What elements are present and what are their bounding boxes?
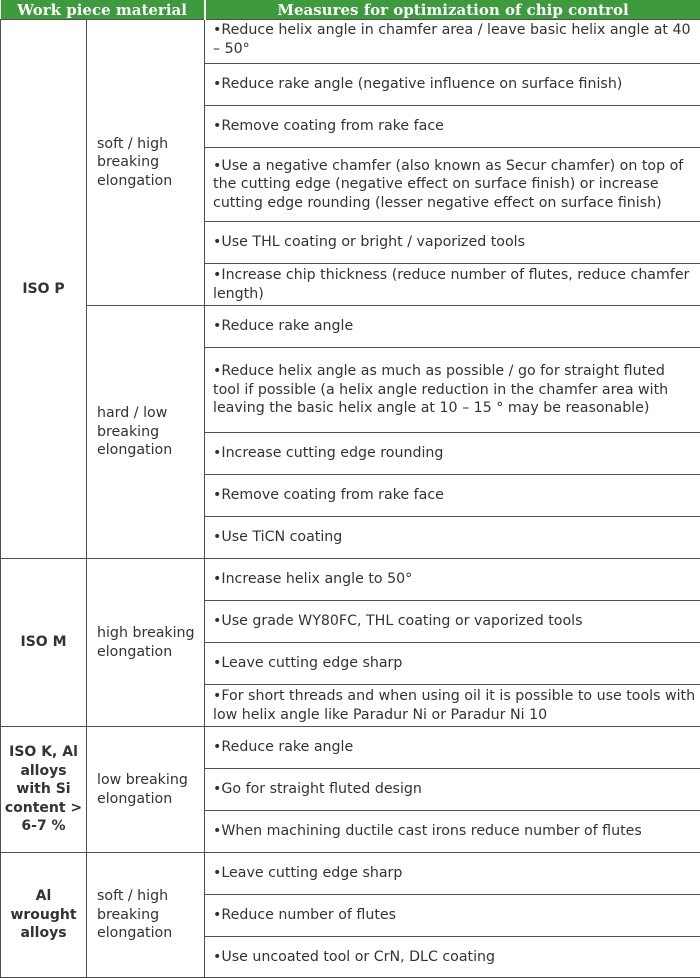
- condition-cell: low breaking elongation: [87, 727, 205, 853]
- condition-cell: high breaking elongation: [87, 559, 205, 727]
- measure-cell: •Reduce rake angle: [205, 306, 700, 348]
- table-row: [1, 559, 700, 601]
- material-cell-al-wrought: Al wrought alloys: [1, 853, 87, 978]
- measure-cell: •Reduce rake angle (negative influence on surface finish): [205, 64, 700, 106]
- measure-cell: •Leave cutting edge sharp: [205, 853, 700, 895]
- table-row: [1, 20, 700, 64]
- material-header: Work piece material: [1, 0, 205, 20]
- condition-cell: soft / high breaking elongation: [87, 853, 205, 978]
- measure-cell: •Remove coating from rake face: [205, 475, 700, 517]
- measure-cell: •Reduce helix angle in chamfer area / leave basic helix angle at 40 – 50°: [205, 20, 700, 64]
- measure-cell: •Remove coating from rake face: [205, 106, 700, 148]
- table-row: [1, 306, 700, 348]
- table-row: [1, 853, 700, 895]
- measure-cell: •Increase chip thickness (reduce number of flutes, reduce chamfer length): [205, 264, 700, 306]
- condition-cell: hard / low breaking elongation: [87, 306, 205, 559]
- condition-cell: soft / high breaking elongation: [87, 20, 205, 306]
- measure-cell: •Leave cutting edge sharp: [205, 643, 700, 685]
- measure-cell: •Increase cutting edge rounding: [205, 433, 700, 475]
- measure-cell: •Go for straight fluted design: [205, 769, 700, 811]
- material-cell-iso-m: ISO M: [1, 559, 87, 727]
- material-cell-iso-p: ISO P: [1, 20, 87, 559]
- measure-cell: •Use a negative chamfer (also known as Secur chamfer) on top of the cutting edge (negative effect on surface finish) or increase cutting edge rounding (lesser negative effect on surface finish): [205, 148, 700, 222]
- measure-cell: •Reduce rake angle: [205, 727, 700, 769]
- measure-cell: •Use grade WY80FC, THL coating or vaporized tools: [205, 601, 700, 643]
- measure-cell: •Use TiCN coating: [205, 517, 700, 559]
- measure-cell: •Use THL coating or bright / vaporized tools: [205, 222, 700, 264]
- table-row: [1, 727, 700, 769]
- measure-cell: •Use uncoated tool or CrN, DLC coating: [205, 937, 700, 978]
- measure-cell: •Reduce helix angle as much as possible / go for straight fluted tool if possible (a helix angle reduction in the chamfer area with leaving the basic helix angle at 10 – 15 ° may be reasonable): [205, 348, 700, 433]
- measures-header: Measures for optimization of chip control: [205, 0, 700, 20]
- measure-cell: •When machining ductile cast irons reduce number of flutes: [205, 811, 700, 853]
- measure-cell: •Increase helix angle to 50°: [205, 559, 700, 601]
- measure-cell: •For short threads and when using oil it is possible to use tools with low helix angle like Paradur Ni or Paradur Ni 10: [205, 685, 700, 727]
- header-row: [1, 0, 700, 20]
- measure-cell: •Reduce number of flutes: [205, 895, 700, 937]
- material-cell-iso-k: ISO K, Al alloys with Si content > 6-7 %: [1, 727, 87, 853]
